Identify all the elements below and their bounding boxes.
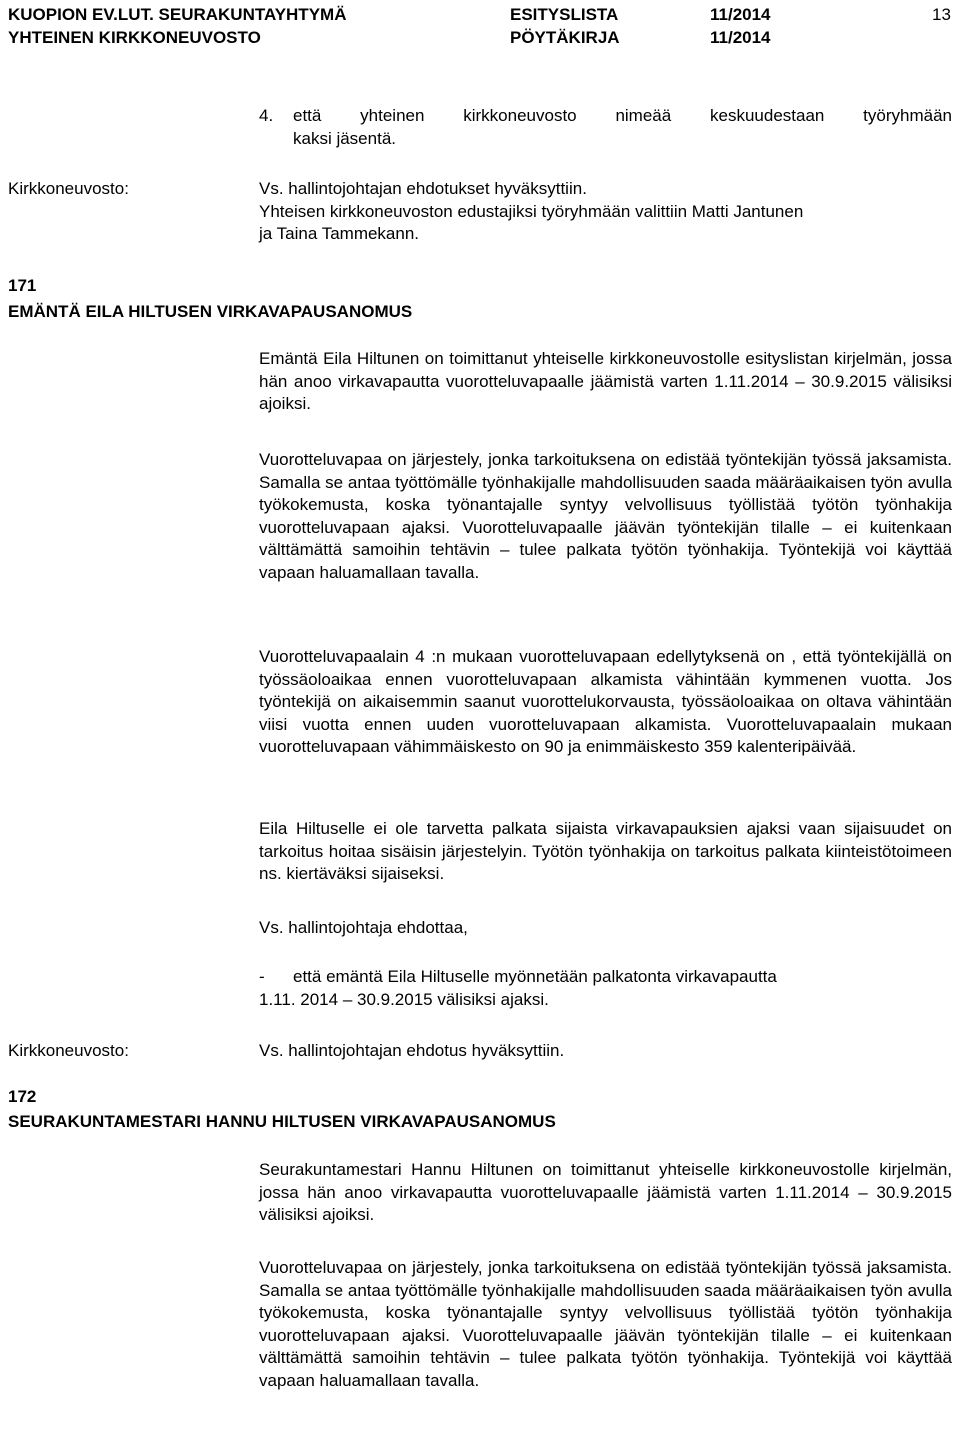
meeting-number-minutes: 11/2014 <box>710 28 771 47</box>
section-number: 171 <box>8 276 37 295</box>
list-item-text: että yhteinen kirkkoneuvosto nimeää keskuudestaan työryhmään <box>293 106 952 125</box>
paragraph: Emäntä Eila Hiltunen on toimittanut yhteiselle kirkkoneuvostolle esityslistan kirjelmän, jossa hän anoo virkavapautta vuorotteluvapaalle jäämistä varten 1.11.2014 – 30.9.2015 välisiksi ajoiksi. <box>259 349 952 413</box>
list-item-number: 4. <box>259 106 274 125</box>
decision-label: Kirkkoneuvosto: <box>8 1041 129 1060</box>
list-item-text-cont: kaksi jäsentä. <box>293 129 396 148</box>
proposal-item: että emäntä Eila Hiltuselle myönnetään palkatonta virkavapautta <box>293 967 777 986</box>
decision-line: Yhteisen kirkkoneuvoston edustajiksi työryhmään valittiin Matti Jantunen <box>259 201 804 221</box>
decision-line: Vs. hallintojohtajan ehdotukset hyväksyttiin. <box>259 179 587 198</box>
paragraph: Vuorotteluvapaa on järjestely, jonka tarkoituksena on edistää työntekijän työssä jaksamista. Samalla se antaa työttömälle työnhakijalle mahdollisuuden saada määräaikaisen työn avulla työkokemusta, koska työnantajalle syntyy velvollisuus työllistää työtön työnhakija vuorotteluvapaan ajaksi. Vuorotteluvapaalle jäävän työntekijän tilalle – ei kuitenkaan välttämättä samoihin tehtävin – tulee palkata työtön työnhakija. Työntekijä voi käyttää vapaan haluamallaan tavalla. <box>259 1258 952 1390</box>
proposal-intro: Vs. hallintojohtaja ehdottaa, <box>259 918 468 937</box>
paragraph: Eila Hiltuselle ei ole tarvetta palkata sijaista virkavapauksien ajaksi vaan sijaisuudet on tarkoitus hoitaa sisäisin järjestelyin. Työtön työnhakija on tarkoitus palkata kiinteistötoimeen ns. kiertäväksi sijaiseksi. <box>259 819 952 883</box>
decision-text <box>259 178 952 246</box>
decision-line: ja Taina Tammekann. <box>259 224 420 243</box>
proposal-item-cont: 1.11. 2014 – 30.9.2015 välisiksi ajaksi. <box>259 990 549 1009</box>
page-number: 13 <box>932 5 951 24</box>
decision-text: Vs. hallintojohtajan ehdotus hyväksyttiin. <box>259 1041 565 1060</box>
council-name: YHTEINEN KIRKKONEUVOSTO <box>8 28 261 47</box>
section-title: EMÄNTÄ EILA HILTUSEN VIRKAVAPAUSANOMUS <box>8 302 413 321</box>
section-title: SEURAKUNTAMESTARI HANNU HILTUSEN VIRKAVAPAUSANOMUS <box>8 1112 556 1131</box>
paragraph: Seurakuntamestari Hannu Hiltunen on toimittanut yhteiselle kirkkoneuvostolle kirjelmän, jossa hän anoo virkavapautta vuorotteluvapaalle jäämistä varten 1.11.2014 – 30.9.2015 välisiksi ajoiksi. <box>259 1160 952 1224</box>
doc-type-minutes: PÖYTÄKIRJA <box>510 28 620 47</box>
meeting-number-agenda: 11/2014 <box>710 5 771 24</box>
doc-type-agenda: ESITYSLISTA <box>510 5 619 24</box>
organization-name: KUOPION EV.LUT. SEURAKUNTAYHTYMÄ <box>8 5 347 24</box>
bullet-dash: - <box>259 967 265 986</box>
paragraph: Vuorotteluvapaalain 4 :n mukaan vuorotteluvapaan edellytyksenä on , että työntekijällä on työssäoloaikaa ennen vuorotteluvapaan alkamista vähintään kymmenen vuotta. Jos työntekijä on aikaisemmin saanut vuorottelukorvausta, työssäoloaikaa on oltava vähintään viisi vuotta ennen uuden vuorotteluvapaan alkamista. Vuorotteluvapaalain mukaan vuorotteluvapaan vähimmäiskesto on 90 ja enimmäiskesto 359 kalenteripäivää. <box>259 647 952 756</box>
decision-label: Kirkkoneuvosto: <box>8 179 129 198</box>
section-number: 172 <box>8 1087 37 1106</box>
paragraph: Vuorotteluvapaa on järjestely, jonka tarkoituksena on edistää työntekijän työssä jaksamista. Samalla se antaa työttömälle työnhakijalle mahdollisuuden saada määräaikaisen työn avulla työkokemusta, koska työnantajalle syntyy velvollisuus työllistää työtön työnhakija vuorotteluvapaan ajaksi. Vuorotteluvapaalle jäävän työntekijän tilalle – ei kuitenkaan välttämättä samoihin tehtävin – tulee palkata työtön työnhakija. Työntekijä voi käyttää vapaan haluamallaan tavalla. <box>259 450 952 582</box>
